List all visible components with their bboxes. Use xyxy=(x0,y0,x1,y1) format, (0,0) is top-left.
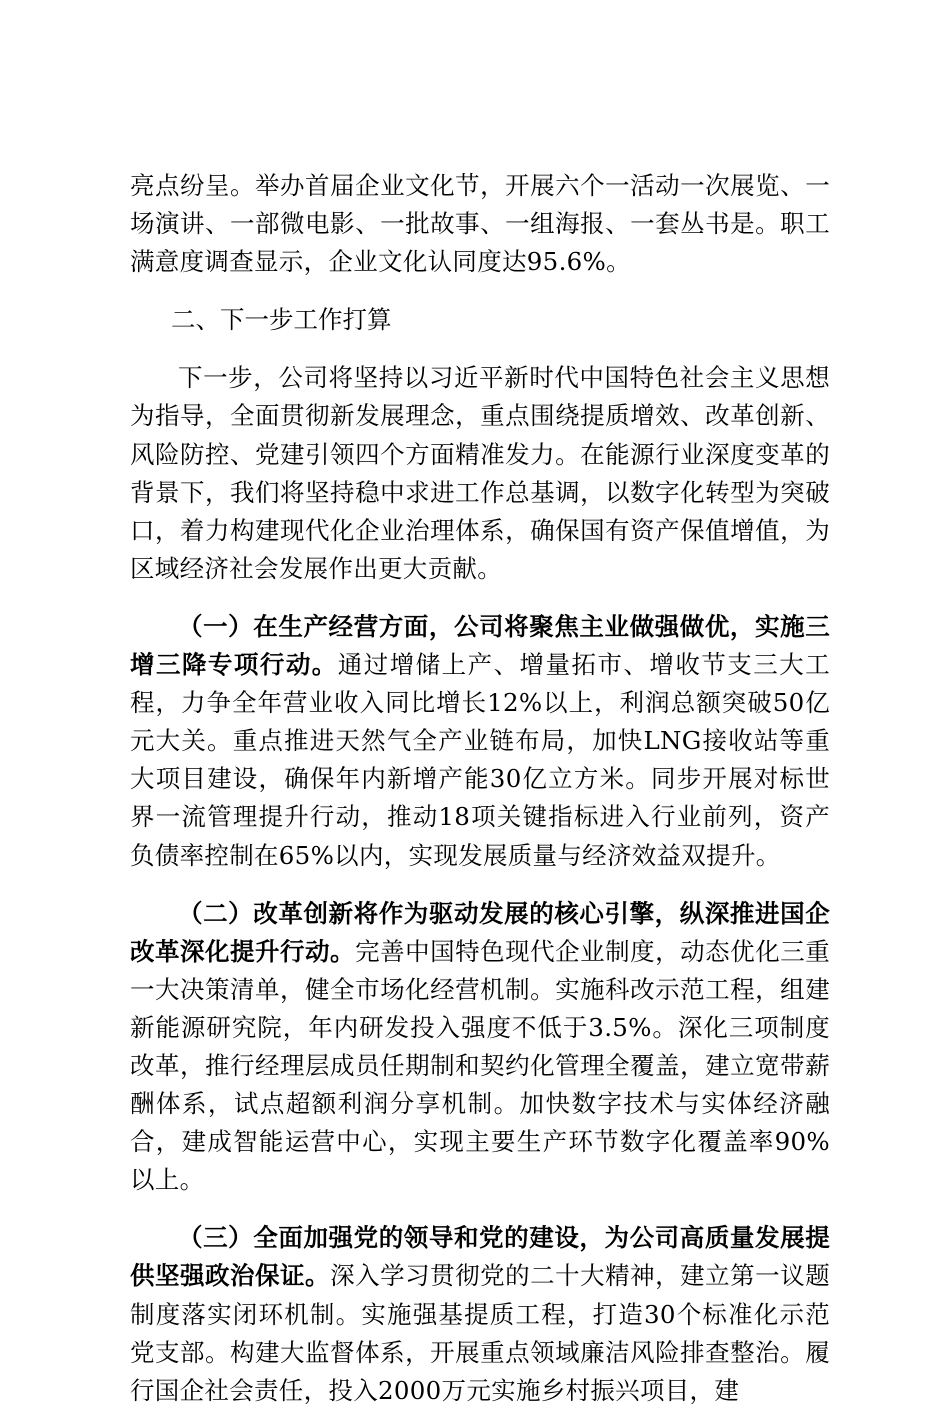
spacer xyxy=(130,875,830,895)
paragraph-reform-innovation xyxy=(130,895,830,1200)
subsection-lead-production: （一）在生产经营方面，公司将聚焦主业做强做优，实施三增三降专项行动。 xyxy=(130,611,830,680)
paragraph-next-step-overview: 下一步，公司将坚持以习近平新时代中国特色社会主义思想为指导，全面贯彻新发展理念，重点围绕提质增效、改革创新、风险防控、党建引领四个方面精准发力。在能源行业深度变革的背景下，我们将坚持稳中求进工作总基调，以数字化转型为突破口，着力构建现代化企业治理体系，确保国有资产保值增值，为区域经济社会发展作出更大贡献。 xyxy=(130,363,830,583)
section-heading-next-steps: 二、下一步工作打算 xyxy=(171,305,392,335)
subsection-lead-party: （三）全面加强党的领导和党的建设，为公司高质量发展提供坚强政治保证。 xyxy=(130,1223,830,1291)
spacer xyxy=(130,281,830,301)
subsection-lead-reform: （二）改革创新将作为驱动发展的核心引擎，纵深推进国企改革深化提升行动。 xyxy=(130,898,830,966)
paragraph-production-operation xyxy=(130,608,830,875)
subsection-body-reform: 完善中国特色现代企业制度，动态优化三重一大决策清单，健全市场化经营机制。实施科改示范工程，组建新能源研究院，年内研发投入强度不低于3.5%。深化三项制度改革，推行经理层成员任期制和契约化管理全覆盖，建立宽带薪酬体系，试点超额利润分享机制。加快数字技术与实体经济融合，建成智能运营中心，实现主要生产环节数字化覆盖率90%以上。 xyxy=(130,936,831,1195)
paragraph-culture-festival: 亮点纷呈。举办首届企业文化节，开展六个一活动一次展览、一场演讲、一部微电影、一批故事、一组海报、一套丛书是。职工满意度调查显示，企业文化认同度达95.6%。 xyxy=(130,171,830,277)
spacer xyxy=(130,1199,830,1219)
paragraph-party-building xyxy=(130,1219,830,1409)
spacer xyxy=(130,588,830,608)
subsection-body-party: 深入学习贯彻党的二十大精神，建立第一议题制度落实闭环机制。实施强基提质工程，打造30个标准化示范党支部。构建大监督体系，开展重点领域廉洁风险排查整治。履行国企社会责任，投入2000万元实施乡村振兴项目，建 xyxy=(130,1261,830,1405)
subsection-body-production: 通过增储上产、增量拓市、增收节支三大工程，力争全年营业收入同比增长12%以上，利润总额突破50亿元大关。重点推进天然气全产业链布局，加快LNG接收站等重大项目建设，确保年内新增产能30亿立方米。同步开展对标世界一流管理提升行动，推动18项关键指标进入行业前列，资产负债率控制在65%以内，实现发展质量与经济效益双提升。 xyxy=(130,650,830,870)
document-body xyxy=(130,167,830,1410)
spacer xyxy=(130,339,830,359)
